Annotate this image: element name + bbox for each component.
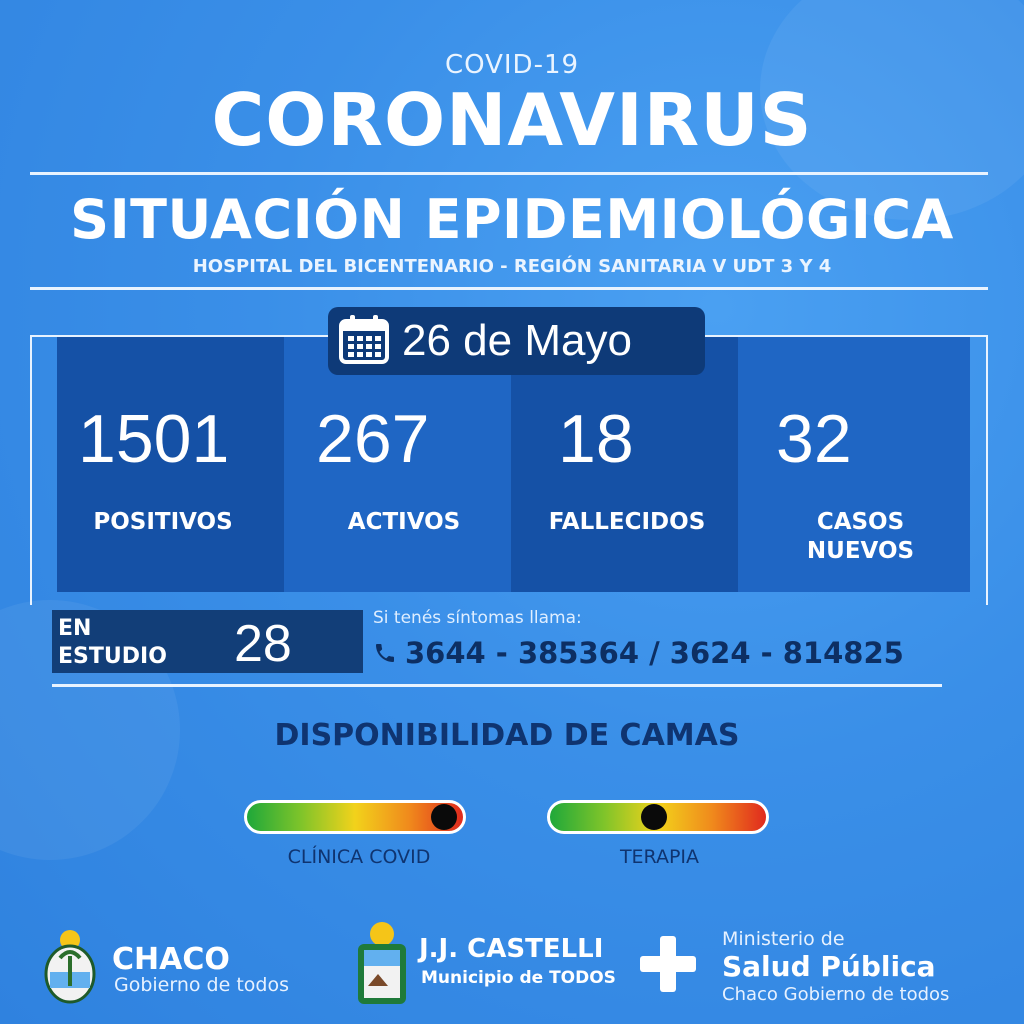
phone-numbers-text: 3644 - 385364 / 3624 - 814825	[405, 636, 904, 670]
casos-nuevos-label-line1: CASOS	[816, 509, 905, 535]
fallecidos-value: 18	[558, 401, 634, 477]
casos-nuevos-value: 32	[776, 401, 852, 477]
calendar-icon	[338, 313, 390, 369]
date-badge	[328, 307, 705, 375]
date-text: 26 de Mayo	[402, 316, 632, 365]
ministerio-name: Salud Pública	[722, 950, 936, 983]
clinica-covid-gauge-marker	[431, 804, 457, 830]
terapia-label: TERAPIA	[619, 846, 700, 868]
hospital-subtitle: HOSPITAL DEL BICENTENARIO - REGIÓN SANITARIA V UDT 3 Y 4	[192, 256, 832, 277]
en-estudio-label-line2: ESTUDIO	[58, 643, 167, 669]
divider	[30, 172, 988, 175]
call-prompt: Si tenés síntomas llama:	[373, 608, 582, 628]
situation-heading: SITUACIÓN EPIDEMIOLÓGICA	[70, 188, 954, 251]
page-title: CORONAVIRUS	[211, 78, 813, 162]
positivos-label: POSITIVOS	[93, 509, 233, 535]
activos-label: ACTIVOS	[347, 509, 461, 535]
divider	[30, 287, 988, 290]
chaco-emblem-icon	[38, 928, 102, 1008]
chaco-name: CHACO	[112, 942, 230, 977]
castelli-crest-icon	[354, 920, 410, 1012]
en-estudio-value: 28	[234, 615, 292, 673]
ministerio-tagline: Chaco Gobierno de todos	[722, 984, 950, 1005]
clinica-covid-label: CLÍNICA COVID	[287, 846, 431, 868]
positivos-value: 1501	[78, 401, 230, 477]
castelli-tagline: Municipio de TODOS	[421, 968, 616, 988]
casos-nuevos-label	[738, 508, 983, 566]
health-cross-icon	[636, 932, 700, 1000]
covid-label: COVID-19	[444, 50, 580, 80]
phone-numbers[interactable]	[373, 636, 904, 670]
en-estudio-label	[58, 615, 167, 670]
ministerio-line1: Ministerio de	[722, 928, 845, 950]
divider	[52, 684, 942, 687]
activos-value: 267	[316, 401, 430, 477]
chaco-tagline: Gobierno de todos	[114, 974, 290, 996]
terapia-gauge-marker	[641, 804, 667, 830]
camas-heading: DISPONIBILIDAD DE CAMAS	[274, 718, 740, 753]
castelli-name: J.J. CASTELLI	[419, 934, 604, 964]
casos-nuevos-label-line2: NUEVOS	[806, 537, 915, 564]
en-estudio-label-line1: EN	[58, 616, 92, 641]
phone-icon	[373, 641, 397, 665]
fallecidos-label: FALLECIDOS	[548, 509, 706, 535]
